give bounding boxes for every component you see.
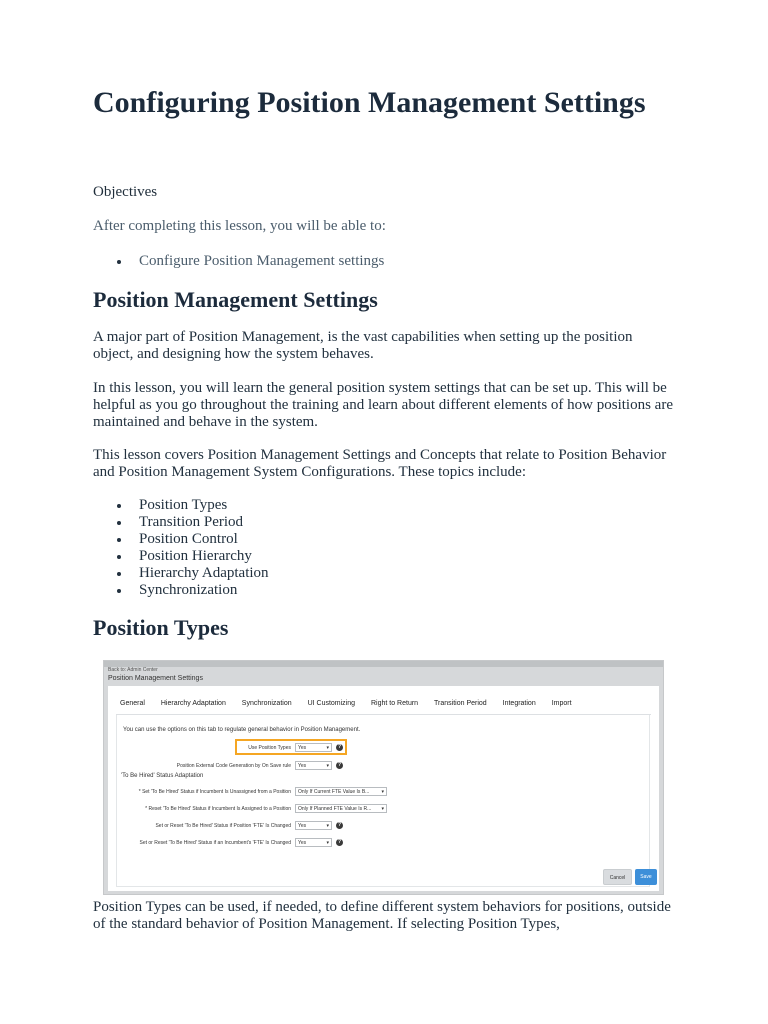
reset-to-be-hired-select[interactable]	[295, 804, 387, 813]
tab-right-to-return[interactable]: Right to Return	[370, 700, 419, 707]
help-icon[interactable]: ?	[337, 762, 342, 768]
group-title: 'To Be Hired' Status Adaptation	[121, 773, 204, 779]
tab-integration[interactable]: Integration	[502, 700, 536, 707]
topics-list	[93, 497, 269, 599]
tab-general[interactable]: General	[120, 700, 145, 707]
setting-label: Set or Reset 'To Be Hired' Status if an Incumbent's 'FTE' Is Changed	[139, 840, 291, 846]
page-title: Configuring Position Management Settings	[93, 86, 646, 119]
objectives-intro: After completing this lesson, you will be able to:	[93, 218, 386, 234]
tab-transition-period[interactable]: Transition Period	[434, 700, 487, 707]
screenshot-title: Position Management Settings	[108, 675, 203, 682]
section-heading-position-types: Position Types	[93, 615, 229, 640]
use-position-types-select[interactable]	[295, 743, 332, 752]
select-value: Yes	[298, 763, 307, 769]
select-value: Only If Current FTE Value Is B...	[298, 789, 370, 795]
position-fte-changed-select[interactable]	[295, 821, 332, 830]
chevron-down-icon: ▾	[326, 840, 329, 846]
settings-panel	[108, 686, 659, 891]
select-value: Yes	[298, 745, 307, 751]
list-item: Position Hierarchy	[93, 548, 269, 565]
chevron-down-icon: ▾	[326, 745, 329, 751]
list-item: Hierarchy Adaptation	[93, 565, 269, 582]
paragraph: A major part of Position Management, is the vast capabilities when setting up the position object, and designing how the system behaves.	[93, 329, 633, 362]
list-item: Transition Period	[93, 514, 269, 531]
screenshot-topbar	[104, 661, 663, 667]
chevron-down-icon: ▾	[326, 763, 329, 769]
chevron-down-icon: ▾	[381, 789, 384, 795]
chevron-down-icon: ▾	[326, 823, 329, 829]
incumbent-fte-changed-select[interactable]	[295, 838, 332, 847]
select-value: Yes	[298, 823, 307, 829]
tab-intro: You can use the options on this tab to regulate general behavior in Position Management.	[123, 727, 361, 733]
setting-label: * Reset 'To Be Hired' Status if Incumbent Is Assigned to a Position	[145, 806, 291, 812]
cancel-button[interactable]: Cancel	[603, 869, 632, 885]
tab-synchronization[interactable]: Synchronization	[241, 700, 292, 707]
tab-import[interactable]: Import	[551, 700, 572, 707]
section-heading-position-management-settings: Position Management Settings	[93, 287, 378, 312]
tab-hierarchy-adaptation[interactable]: Hierarchy Adaptation	[160, 700, 226, 707]
list-item: Position Types	[93, 497, 269, 514]
objectives-list	[93, 253, 384, 270]
select-value: Yes	[298, 840, 307, 846]
help-icon[interactable]: ?	[337, 822, 342, 828]
select-value: Only If Planned FTE Value Is R...	[298, 806, 372, 812]
settings-tabs	[120, 700, 586, 707]
paragraph: In this lesson, you will learn the general position system settings that can be set up. This will be helpful as you go throughout the training and learn about different elements of how positions are maintained and behave in the system.	[93, 380, 673, 430]
tab-ui-customizing[interactable]: UI Customizing	[307, 700, 356, 707]
objectives-heading: Objectives	[93, 184, 158, 200]
paragraph: This lesson covers Position Management Settings and Concepts that relate to Position Behavior and Position Management System Configurations. These topics include:	[93, 447, 667, 480]
set-to-be-hired-select[interactable]	[295, 787, 387, 796]
settings-screenshot	[103, 660, 664, 895]
help-icon[interactable]: ?	[337, 744, 342, 750]
save-button[interactable]: Save	[635, 869, 657, 885]
external-code-generation-select[interactable]	[295, 761, 332, 770]
breadcrumb[interactable]: Back to: Admin Center	[108, 667, 158, 673]
setting-label: * Set 'To Be Hired' Status if Incumbent Is Unassigned from a Position	[138, 789, 291, 795]
help-icon[interactable]: ?	[337, 839, 342, 845]
general-tab-content	[116, 715, 650, 887]
chevron-down-icon: ▾	[381, 806, 384, 812]
setting-label: Set or Reset 'To Be Hired' Status if Position 'FTE' Is Changed	[155, 823, 291, 829]
paragraph: Position Types can be used, if needed, to define different system behaviors for positions, outside of the standard behavior of Position Management. If selecting Position Types,	[93, 899, 671, 932]
list-item: Configure Position Management settings	[93, 253, 384, 270]
list-item: Position Control	[93, 531, 269, 548]
setting-label: Position External Code Generation by On Save rule	[176, 763, 291, 769]
list-item: Synchronization	[93, 582, 269, 599]
setting-label: Use Position Types	[248, 745, 291, 751]
